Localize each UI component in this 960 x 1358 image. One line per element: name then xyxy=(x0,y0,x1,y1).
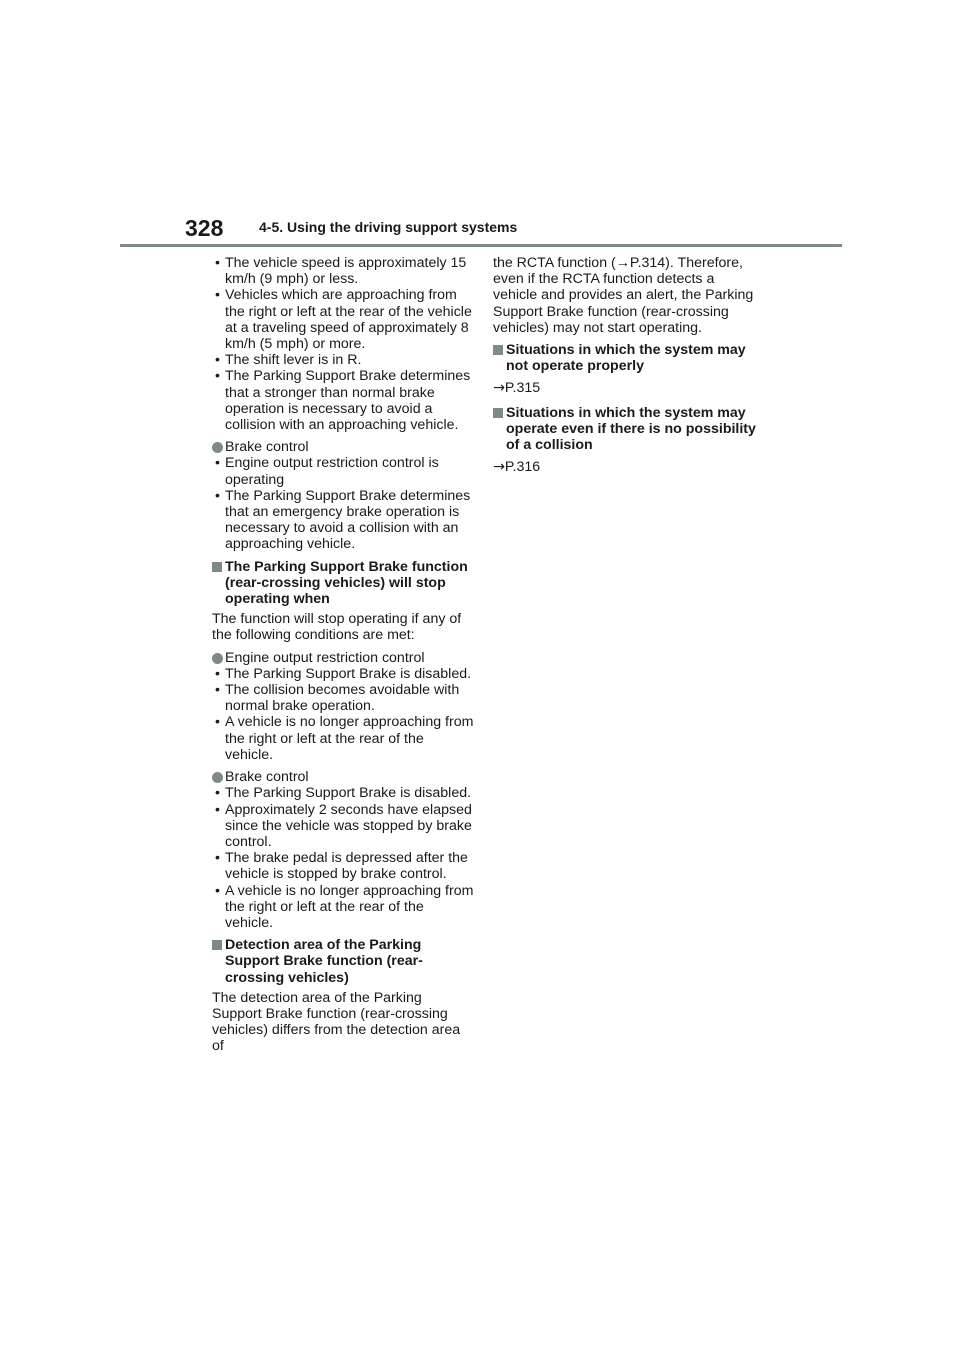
list-item: • The brake pedal is depressed after the vehicle is stopped by brake control. xyxy=(212,850,474,882)
heading-text: Situations in which the system may operate even if there is no possibility of a collision xyxy=(506,404,756,454)
square-bullet-icon xyxy=(493,408,503,418)
header-divider xyxy=(120,244,842,247)
page-reference-link[interactable] xyxy=(493,380,758,396)
list-item: • The Parking Support Brake is disabled. xyxy=(212,785,474,801)
reference-arrow-icon: → xyxy=(493,380,505,397)
reference-page: P.316 xyxy=(504,459,541,476)
top-bullet-list xyxy=(212,255,474,433)
list-item: • The vehicle speed is approximately 15 km/h (9 mph) or less. xyxy=(212,255,474,287)
heading-text: Detection area of the Parking Support Brake function (rear-crossing vehicles) xyxy=(225,937,423,986)
brake-control-label: Brake control xyxy=(225,439,309,456)
heading-text: Situations in which the system may not operate properly xyxy=(506,342,746,375)
stop-operating-paragraph: The function will stop operating if any of the following conditions are met: xyxy=(212,611,462,644)
square-bullet-icon xyxy=(212,940,222,950)
left-column xyxy=(212,255,474,1061)
detection-area-paragraph: The detection area of the Parking Support Brake function (rear-crossing vehicles) differs from the detection area of xyxy=(212,989,461,1055)
page-reference-link[interactable] xyxy=(493,459,758,475)
list-item: • The shift lever is in R. xyxy=(212,352,474,368)
section-title: 4-5. Using the driving support systems xyxy=(259,219,518,235)
list-item: • Vehicles which are approaching from the right or left at the rear of the vehicle at a traveling speed of approximately 8 km/h (5 mph) or more. xyxy=(212,287,474,352)
brake-control-item-2 xyxy=(212,769,474,785)
engine-output-item xyxy=(212,650,474,666)
list-item: • The collision becomes avoidable with normal brake operation. xyxy=(212,682,474,714)
reference-page: P.315 xyxy=(504,380,541,397)
brake-control-item xyxy=(212,439,474,455)
right-column xyxy=(493,255,758,483)
reference-arrow-icon: → xyxy=(493,459,505,476)
circle-bullet-icon xyxy=(212,442,223,453)
square-bullet-icon xyxy=(212,562,222,572)
circle-bullet-icon xyxy=(212,772,223,783)
stop-operating-heading xyxy=(212,559,474,608)
circle-bullet-icon xyxy=(212,653,223,664)
list-item: • The Parking Support Brake determines that a stronger than normal brake operation is necessary to avoid a collision with an approaching vehicle. xyxy=(212,368,474,433)
engine-output-bullets xyxy=(212,666,474,763)
brake-control-bullets xyxy=(212,455,474,552)
engine-output-label: Engine output restriction control xyxy=(225,649,425,666)
square-bullet-icon xyxy=(493,345,503,355)
list-item: • Approximately 2 seconds have elapsed since the vehicle was stopped by brake control. xyxy=(212,802,474,851)
list-item: • The Parking Support Brake determines that an emergency brake operation is necessary to avoid a collision with an approaching vehicle. xyxy=(212,488,474,553)
brake-control-bullets-2 xyxy=(212,785,474,931)
continuation-paragraph: the RCTA function (→P.314). Therefore, even if the RCTA function detects a vehicle and provides an alert, the Parking Support Brake function (rear-crossing vehicles) may not start operating. xyxy=(493,255,754,336)
situations-not-operate-heading xyxy=(493,342,758,374)
heading-text: The Parking Support Brake function (rear-crossing vehicles) will stop operating when xyxy=(225,558,468,608)
list-item: • The Parking Support Brake is disabled. xyxy=(212,666,474,682)
detection-area-heading xyxy=(212,937,474,986)
list-item: • A vehicle is no longer approaching from the right or left at the rear of the vehicle. xyxy=(212,714,474,763)
brake-control-label: Brake control xyxy=(225,769,309,786)
page-number: 328 xyxy=(185,215,224,241)
list-item: • Engine output restriction control is operating xyxy=(212,455,474,487)
situations-operate-heading xyxy=(493,405,758,454)
list-item: • A vehicle is no longer approaching from the right or left at the rear of the vehicle. xyxy=(212,883,474,932)
